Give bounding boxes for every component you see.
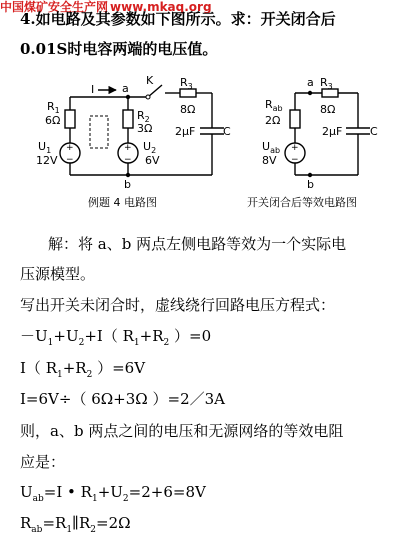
r1-label: $R_1$ xyxy=(47,100,60,115)
equation-current: I（ $R_1+R_2$ ）=6V xyxy=(20,359,146,380)
r1-value: 6Ω xyxy=(45,114,61,127)
rab-value: 2Ω xyxy=(265,114,281,127)
solution-line-2: 压源模型。 xyxy=(20,265,96,283)
u1-label: $U_1$ xyxy=(38,140,52,155)
node-b-label: b xyxy=(124,178,131,191)
right-node-b-dot xyxy=(308,173,312,177)
watermark-url: www.mkaq.org xyxy=(110,0,212,14)
current-label: I xyxy=(91,83,95,96)
right-node-b-label: b xyxy=(307,178,314,191)
uab-plus: + xyxy=(291,143,299,153)
left-caption: 例题 4 电路图 xyxy=(88,196,157,209)
cap-label: C xyxy=(223,125,231,138)
r2-label: $R_2$ xyxy=(137,109,150,124)
right-caption: 开关闭合后等效电路图 xyxy=(247,196,357,209)
u2-minus: − xyxy=(124,155,132,165)
switch-contact xyxy=(146,95,150,99)
equation-loop: $-U_1+U_2+I$（ $R_1+R_2$ ）=0 xyxy=(20,327,212,348)
u2-value: 6V xyxy=(145,154,160,167)
node-a-label: a xyxy=(122,82,129,95)
uab-minus: − xyxy=(291,155,299,165)
right-r3-value: 8Ω xyxy=(320,103,336,116)
node-b-dot xyxy=(126,173,130,177)
right-node-a-dot xyxy=(308,91,312,95)
r3-value: 8Ω xyxy=(180,103,196,116)
u1-plus: + xyxy=(66,143,74,153)
watermark-site: 中国煤矿安全生产网 xyxy=(0,0,109,14)
solution-line-8: 应是： xyxy=(20,453,66,471)
uab-label: $U_{ab}$ xyxy=(262,140,281,155)
circuit-figure xyxy=(0,70,406,218)
solution-line-1: 解：将 a、b 两点左侧电路等效为一个实际电 xyxy=(48,235,347,253)
right-cap-value: 2μF xyxy=(322,125,343,138)
u2-label: $U_2$ xyxy=(143,140,157,155)
solution-line-3: 写出开关未闭合时，虚线绕行回路电压方程式： xyxy=(20,296,336,314)
problem-line-1: 4.如电路及其参数如下图所示。求：开关闭合后 xyxy=(20,10,336,28)
cap-value: 2μF xyxy=(175,125,196,138)
equation-current-value: I=6V÷（ 6Ω+3Ω ）=2／3A xyxy=(20,390,225,408)
u1-minus: − xyxy=(66,155,74,165)
right-node-a-label: a xyxy=(307,76,314,89)
equation-rab: $R_{ab}=R_1\parallel R_2=2\Omega$ xyxy=(20,514,131,535)
rab-label: $R_{ab}$ xyxy=(265,98,283,113)
switch-label: K xyxy=(146,74,154,87)
r2-value: 3Ω xyxy=(137,122,153,135)
equation-uab: $U_{ab}=I$ • $R_1+U_2=2+6=8V$ xyxy=(20,483,206,504)
uab-value: 8V xyxy=(262,154,277,167)
r3-label: $R_3$ xyxy=(180,76,193,91)
right-cap-label: C xyxy=(370,125,378,138)
u2-plus: + xyxy=(124,143,132,153)
u1-value: 12V xyxy=(36,154,58,167)
problem-line-2: 0.01S时电容两端的电压值。 xyxy=(20,40,218,58)
node-a-dot xyxy=(126,95,130,99)
solution-line-7: 则，a、b 两点之间的电压和无源网络的等效电阻 xyxy=(20,422,344,440)
right-r3-label: $R_3$ xyxy=(320,76,333,91)
